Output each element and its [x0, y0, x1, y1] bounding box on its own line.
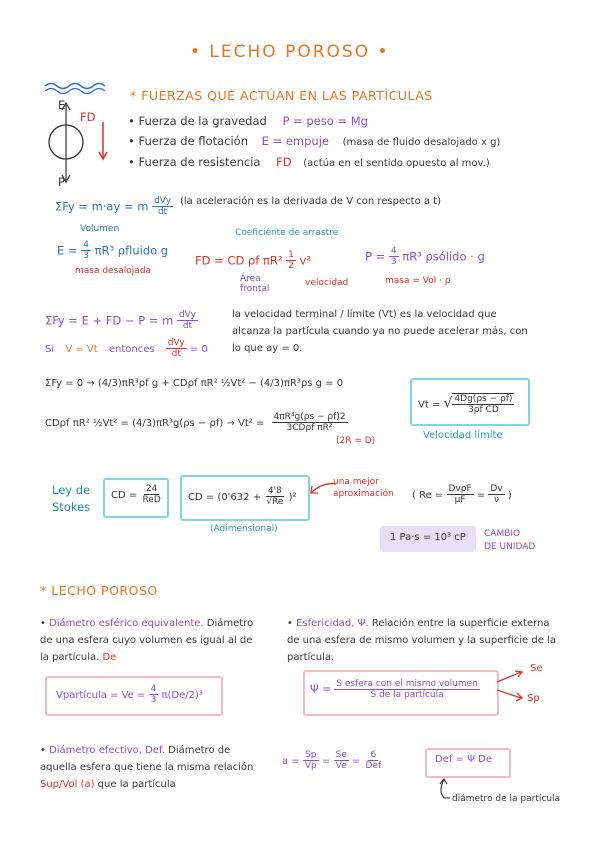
- particle-diameter-arrow-icon: [436, 778, 452, 802]
- section-porous-bed-heading: * LECHO POROSO: [40, 583, 158, 598]
- force-buoyancy: • Fuerza de flotación E = empuje (masa de fluido desalojado x g): [128, 134, 501, 148]
- fluid-surface-icon: [45, 84, 105, 89]
- radius-diameter-note: (2R = D): [336, 436, 376, 446]
- diagram-label-fd: FD: [80, 110, 96, 124]
- force-drag: • Fuerza de resistencia FD (actúa en el sentido opuesto al mov.): [128, 155, 490, 169]
- equivalent-diameter-text: • Diámetro esférico equivalente. Diámetro de una esfera cuyo volumen es igual al de la partícula. De: [40, 618, 254, 663]
- force-gravity: • Fuerza de la gravedad P = peso = Mg: [128, 114, 368, 128]
- stokes-label: Ley de Stokes: [52, 483, 91, 514]
- terminal-equation: ΣFy = E + FD − P = m $\frac{\text{dVy}}{dt}$: [45, 310, 196, 332]
- derivation-row-2: CDρf πR² ½Vt² = (4/3)πR³g(ρs − ρf) → Vt² = $\frac{\text{4πR³g(ρs − ρf)2}}{\text{3CDρf πR²}}$: [45, 412, 346, 434]
- stokes-formula: CD = $\frac{24}{\text{ReD}}$: [111, 484, 161, 506]
- sphericity-text: • Esfericidad, Ψ. Relación entre la superficie externa de una esfera de mismo volumen y la superficie de la partícula.: [287, 618, 556, 663]
- unit-change-caption: CAMBIO DE UNIDAD: [484, 529, 536, 552]
- sphericity-formula: Ψ = $\frac{\text{S esfera con el mismo volumen}}{\text{S de la partícula}}$: [310, 679, 478, 701]
- derivation-row-1: ΣFy = 0 → (4/3)πR³ρf g + CDρf πR² ½Vt² − (4/3)πR³ρs g = 0: [45, 378, 344, 389]
- drag-equation: FD = CD ρf πR² $\frac{1}{2}$ v²: [195, 250, 311, 272]
- velocity-note: velocidad: [305, 278, 349, 288]
- effective-diameter-text: • Diámetro efectivo, Def. Diámetro de aquella esfera que tiene la misma relación Sup/Vol (a) que la partícula: [40, 745, 254, 790]
- buoyancy-equation: E = $\frac{4}{3}$ πR³ ρfluido g: [57, 240, 169, 262]
- weight-equation: P = $\frac{4}{3}$ πR³ ρsólido · g: [365, 246, 485, 268]
- se-label: Se: [530, 663, 543, 674]
- terminal-velocity-formula: Vt = √ $\frac{4Dg(\rho s - \rho f)}{\text{3ρf CD}}$: [418, 394, 513, 416]
- section-forces-heading: * FUERZAS QUE ACTÚAN EN LAS PARTÍCULAS: [130, 88, 433, 103]
- drag-coefficient-note: Coeficiente de arrastre: [235, 228, 339, 238]
- specific-surface-formula: a = $\frac{Sp}{Vp}$ = $\frac{Se}{Ve}$ = $\frac{6}{\text{Def}}$: [282, 750, 382, 772]
- page-title: • LECHO POROSO •: [190, 42, 390, 62]
- better-approx-note: una mejor aproximación: [333, 477, 394, 499]
- sum-forces-equation: ΣFy = m·ay = m $\frac{\text{dVy}}{dt}$: [55, 196, 172, 218]
- terminal-condition: Si V = Vt entonces $\frac{\text{dVy}}{dt}$ = 0: [45, 338, 208, 360]
- equivalent-volume-formula: Vpartícula = Ve = $\frac{4}{3}$ π(De/2)³: [56, 684, 203, 706]
- cd-approx-formula: CD = (0'632 + $\frac{4'8}{√Re}$ )²: [188, 486, 297, 508]
- unit-conversion-formula: 1 Pa·s = 10³ cP: [390, 532, 466, 543]
- mass-note: masa = Vol · ρ: [385, 276, 451, 286]
- sp-label: Sp: [527, 693, 540, 704]
- displaced-mass-note: masa desalojada: [75, 266, 152, 276]
- terminal-velocity-caption: Velocidad límite: [423, 430, 503, 441]
- frontal-area-note: Área frontal: [240, 274, 270, 294]
- diagram-label-e: E: [58, 98, 66, 112]
- particle-force-diagram: [40, 80, 135, 190]
- diagram-label-p: P: [58, 175, 65, 189]
- adimensional-note: (Adimensional): [210, 524, 278, 534]
- se-sp-arrows-icon: [495, 668, 525, 706]
- volume-annotation: Volumen: [80, 224, 120, 234]
- particle-diameter-caption: diámetro de la partícula: [452, 794, 561, 804]
- sum-forces-note: (la aceleración es la derivada de V con respecto a t): [180, 196, 441, 207]
- effective-diameter-formula: Def = Ψ De: [435, 754, 493, 765]
- reynolds-formula: ( Re = $\frac{\text{DvρF}}{\mu F}$ = $\frac{Dv}{\nu}$ ): [412, 484, 512, 506]
- terminal-velocity-description: la velocidad terminal / límite (Vt) es la velocidad que alcanza la partícula cuando ya no puede acelerar más, con lo que ay = 0.: [232, 309, 528, 354]
